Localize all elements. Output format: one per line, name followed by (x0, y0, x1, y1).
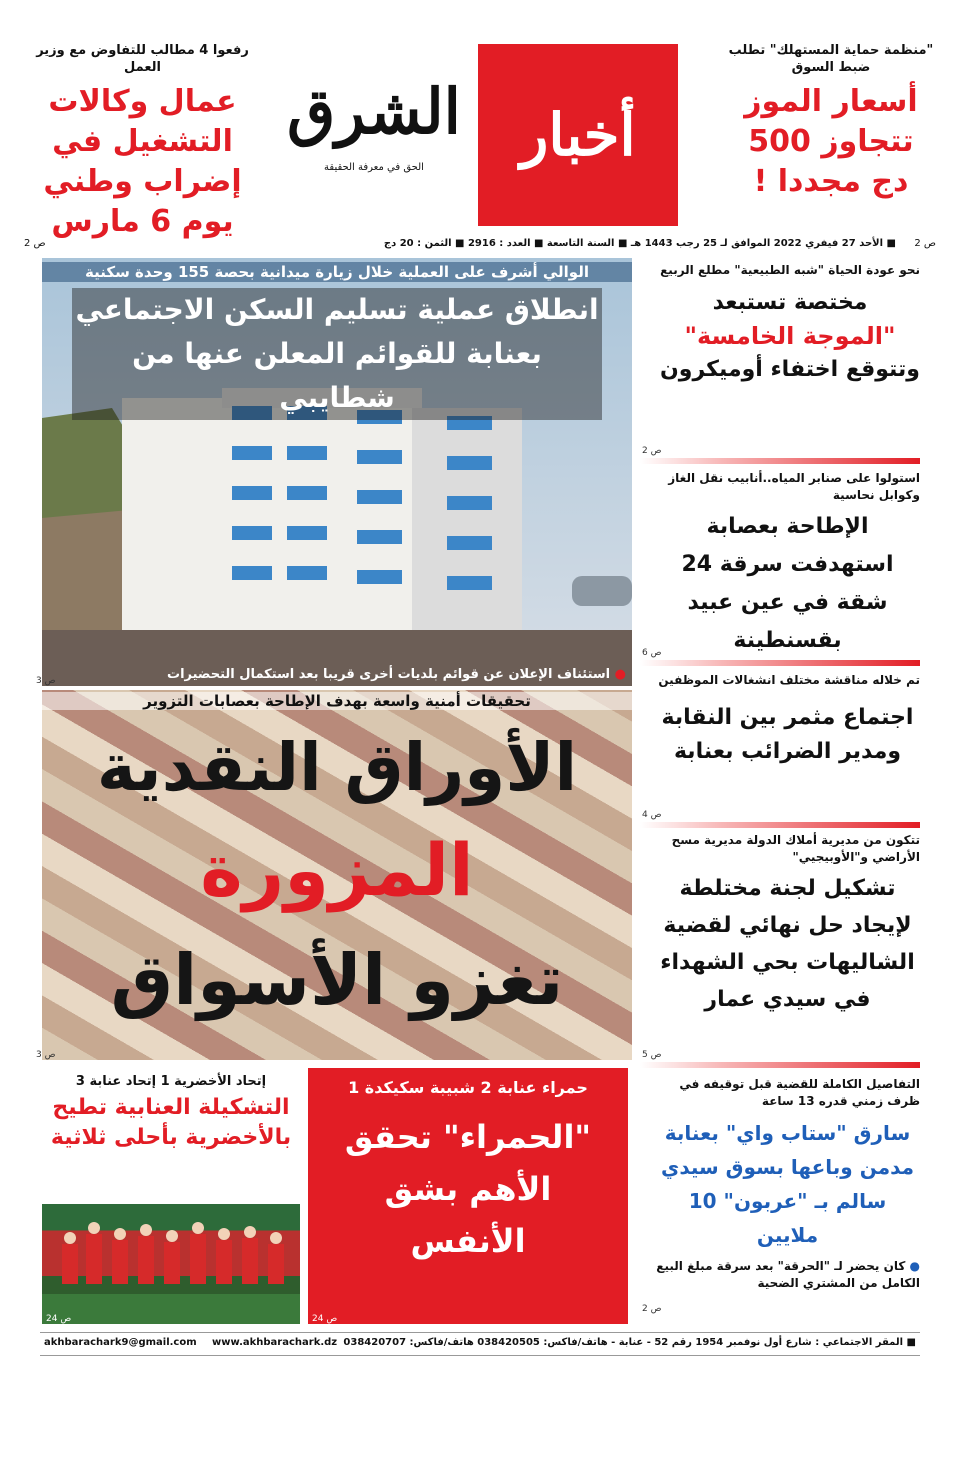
dateline-text: ■ الأحد 27 فيفري 2022 الموافق لـ 25 رجب 1443 هـ ■ السنة التاسعة ■ العدد : 2916 ■ الثمن : 20 دج (383, 238, 896, 249)
money-kicker: تحقيقات أمنية واسعة بهدف الإطاحة بعصابات التزوير (42, 692, 632, 710)
team-photo[interactable] (42, 1204, 300, 1324)
top-left-promo[interactable] (30, 42, 255, 242)
sport-center-page: ص 24 (312, 1314, 338, 1324)
footer-web[interactable]: www.akhbarachark.dz (212, 1337, 338, 1348)
side1-headline-c: وتتوقع اختفاء أوميكرون (660, 357, 920, 382)
logo-red-box (478, 44, 678, 226)
side3-headline: اجتماع مثمر بين النقابة ومدير الضرائب بعنابة (661, 705, 914, 764)
sport-left[interactable] (42, 1074, 300, 1153)
side5-kicker: التفاصيل الكاملة للقضية قبل توقيفه في ظرف زمني قدره 13 ساعة (679, 1077, 920, 1108)
dateline-page-left: ص 2 (24, 238, 46, 249)
side2-headline: الإطاحة بعصابة استهدفت سرقة 24 شقة في عين عبيد بقسنطينة (681, 514, 894, 653)
side2-page: ص 6 (642, 648, 662, 658)
money-photo[interactable] (42, 690, 632, 1060)
separator (640, 458, 920, 464)
side3-page: ص 4 (642, 810, 662, 820)
housing-caption (72, 667, 626, 682)
logo-tagline: الحق في معرفة الحقيقة (324, 162, 424, 173)
footer-address: ■ المقر الاجتماعي : شارع أول نوفمبر 1954 رقم 52 - عنابة - هاتف/فاكس: 038420505 هاتف/فاكس: 038420707 (343, 1337, 916, 1348)
housing-page: ص 3 (36, 676, 56, 686)
side4-page: ص 5 (642, 1050, 662, 1060)
money-line3: تغزو الأسواق (110, 939, 564, 1021)
promo-kicker: "منظمة حماية المستهلك" تطلب ضبط السوق (728, 43, 934, 75)
side4-headline: تشكيل لجنة مختلطة لإيجاد حل نهائي لقضية الشاليهات بحي الشهداء في سيدي عمار (660, 876, 915, 1012)
bullet-icon: ● (614, 667, 626, 682)
side5-sub-text: كان يحضر لـ "الحرقة" بعد سرقة مبلغ البيع الكامل من المشتري الضحية (656, 1259, 920, 1290)
footer-bar (40, 1332, 920, 1356)
footer-email[interactable]: akhbarachark9@gmail.com (44, 1337, 197, 1348)
logo-second-text: الشرق (287, 75, 461, 148)
separator (640, 822, 920, 828)
side-story-5[interactable] (655, 1076, 920, 1292)
side2-kicker: استولوا على صنابر المياه..أنابيب نقل الغاز وكوابل نحاسية (668, 471, 920, 502)
side3-kicker: تم خلاله مناقشة مختلف انشغالات الموظفين (658, 673, 920, 687)
top-right-promo[interactable] (726, 42, 936, 202)
sport-center-headline: "الحمراء" تحقق الأهم بشق الأنفس (344, 1118, 592, 1260)
money-line1: الأوراق النقدية (96, 729, 578, 806)
sport-left-headline: التشكيلة العنابية تطيح بالأخضرية بأحلى ثلاثية (50, 1095, 292, 1150)
side-story-2[interactable] (655, 470, 920, 660)
bullet-icon: ● (909, 1259, 920, 1273)
side5-sub (655, 1258, 920, 1292)
side4-kicker: تتكون من مديرية أملاك الدولة مديرية مسح الأراضي و"الأوبيجيي" (671, 833, 920, 864)
separator (640, 660, 920, 666)
housing-caption-text: استئناف الإعلان عن قوائم بلديات أخرى قريبا بعد استكمال التحضيرات (167, 667, 611, 682)
sport-center-kicker: حمراء عنابة 2 شبيبة سكيكدة 1 (348, 1078, 588, 1097)
side1-page: ص 2 (642, 446, 662, 456)
side-story-4[interactable] (655, 832, 920, 1018)
side1-headline-a: مختصة تستبعد (712, 290, 868, 315)
separator (640, 1062, 920, 1068)
side5-headline: سارق "ستاب واي" بعنابة مدمن وباعها بسوق سيدي سالم بـ "عربون" 10 ملايين (660, 1121, 915, 1247)
dateline-bar (24, 238, 936, 254)
housing-kicker: الوالي أشرف على العملية خلال زيارة ميدانية بحصة 155 وحدة سكنية (42, 262, 632, 282)
promo-left-kicker: رفعوا 4 مطالب للتفاوض مع وزير العمل (36, 43, 249, 75)
sport-center-box[interactable] (308, 1068, 628, 1324)
side1-headline-b: "الموجة الخامسة" (684, 322, 896, 350)
housing-headline: انطلاق عملية تسليم السكن الاجتماعي بعنابة للقوائم المعلن عنها من شطايبي (72, 288, 602, 420)
sport-left-kicker: إتحاد الأخضرية 1 إتحاد عنابة 3 (75, 1074, 267, 1089)
side-story-1[interactable] (660, 262, 920, 387)
dateline-page: ص 2 (914, 238, 936, 249)
promo-left-headline: عمال وكالات التشغيل في إضراب وطني يوم 6 مارس (43, 84, 242, 239)
logo-secondary (272, 62, 476, 173)
money-page: ص 3 (36, 1050, 56, 1060)
sport-left-page: ص 24 (46, 1314, 72, 1324)
side-story-3[interactable] (655, 672, 920, 769)
side5-page: ص 2 (642, 1304, 662, 1314)
logo-main-text: أخبار (520, 101, 636, 169)
side1-kicker: نحو عودة الحياة "شبه الطبيعية" مطلع الربيع (660, 263, 920, 277)
team-players-illustration (42, 1204, 300, 1324)
money-line2: المزورة (200, 828, 474, 912)
housing-photo[interactable] (42, 258, 632, 686)
promo-headline: أسعار الموز تتجاوز 500 دج مجددا ! (744, 84, 918, 199)
